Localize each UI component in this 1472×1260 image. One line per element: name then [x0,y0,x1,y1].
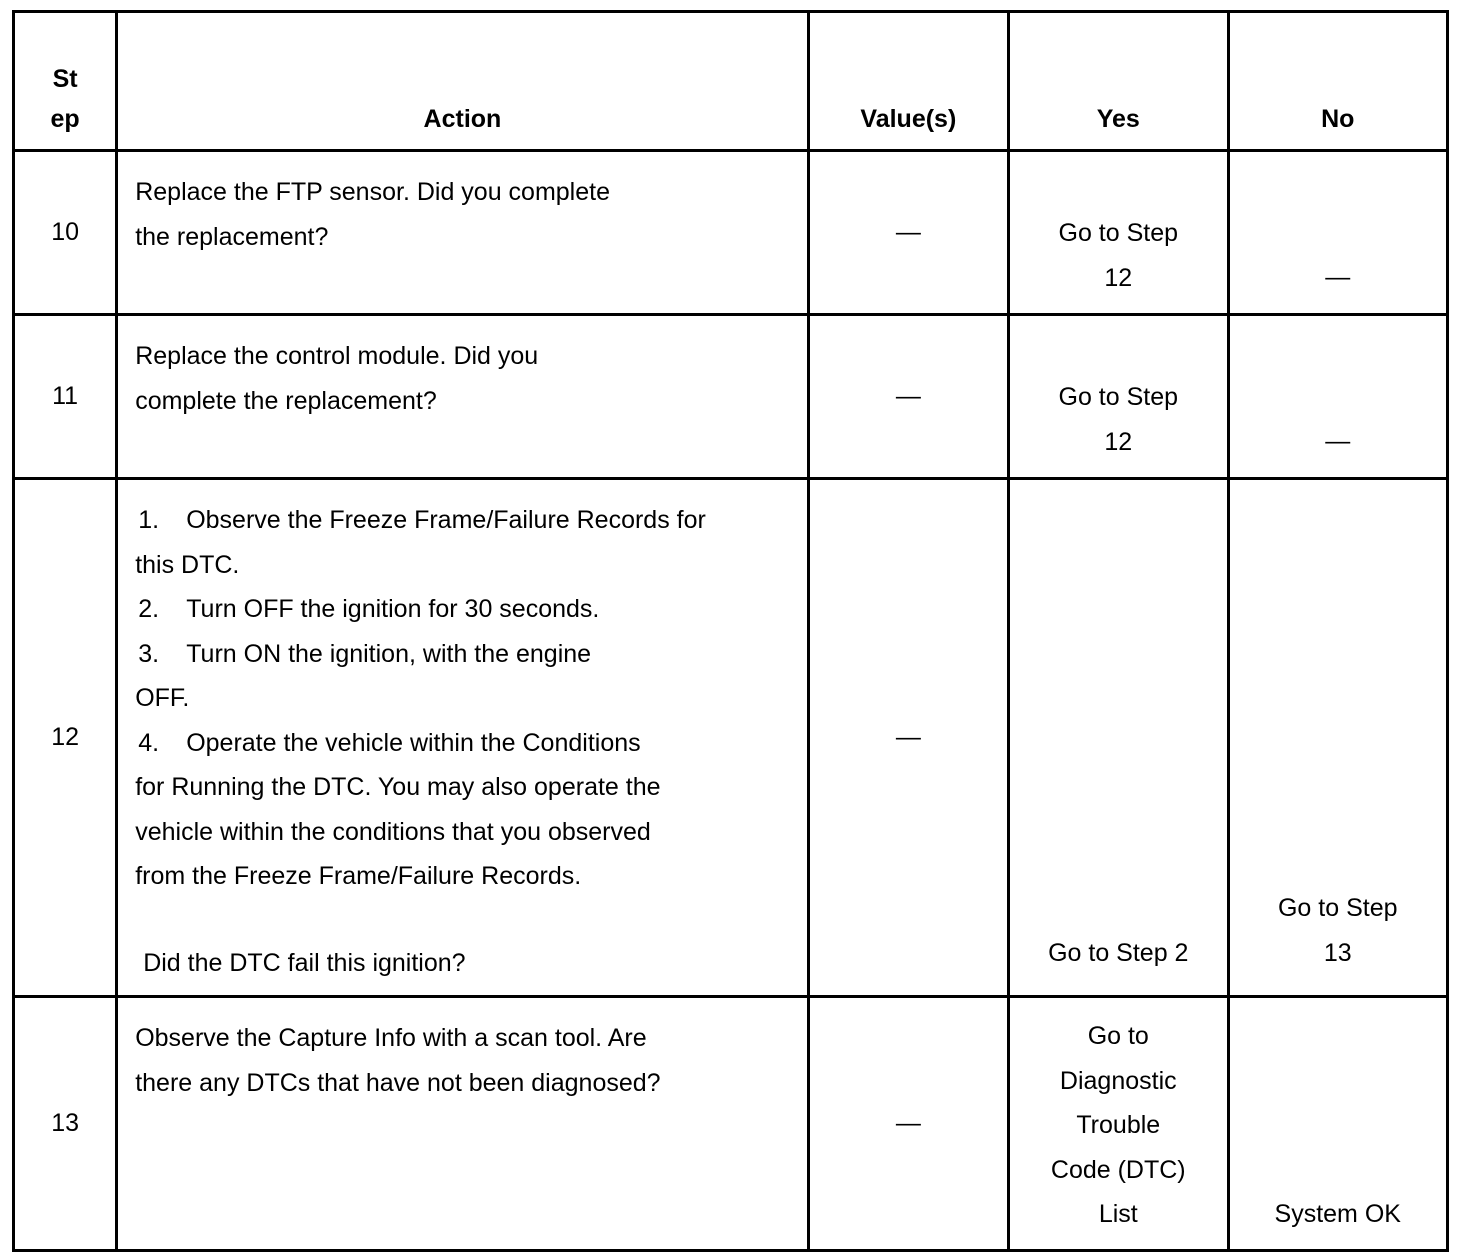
step-number: 13 [14,997,117,1251]
list-number: 1. [138,506,160,534]
list-text: Turn OFF the ignition for 30 seconds. [186,595,600,623]
action-line: Replace the FTP sensor. Did you complete [135,178,610,206]
list-text: Turn ON the ignition, with the engine [186,639,592,668]
yes-line: 12 [1104,427,1133,456]
action-cell [117,997,808,1251]
list-item [135,632,792,677]
list-text: Operate the vehicle within the Conditions [186,728,641,757]
table-row [14,151,1448,315]
value-cell: — [808,315,1008,479]
action-line: Observe the Capture Info with a scan tool. Are [135,1024,647,1052]
action-cell [117,479,808,997]
list-item [135,587,792,632]
yes-line: Code (DTC) [1050,1155,1186,1184]
list-item [135,721,792,766]
yes-line: Go to [1087,1022,1149,1050]
list-item [135,498,792,543]
yes-line: Go to Step 2 [1048,938,1189,967]
header-no: No [1228,12,1448,151]
step-number: 11 [14,315,117,479]
no-cell: System OK [1228,997,1448,1251]
table-row [14,479,1448,997]
list-continuation: this DTC. [135,550,240,579]
no-cell: — [1228,315,1448,479]
action-line: there any DTCs that have not been diagnosed? [135,1068,661,1097]
yes-line: Trouble [1076,1111,1161,1139]
question-text: Did the DTC fail this ignition? [143,948,466,977]
list-continuation: vehicle within the conditions that you observed [135,817,651,846]
list-number: 2. [138,595,160,623]
action-line: the replacement? [135,222,329,251]
list-continuation: for Running the DTC. You may also operate the [135,773,661,801]
action-cell [117,315,808,479]
yes-cell [1009,315,1228,479]
yes-line: Go to Step [1058,383,1179,411]
yes-line: Go to Step [1058,219,1179,247]
table-row [14,997,1448,1251]
header-step-line2: ep [50,105,80,133]
value-cell: — [808,151,1008,315]
value-cell: — [808,479,1008,997]
value-cell: — [808,997,1008,1251]
action-line: complete the replacement? [135,386,437,415]
no-line: 13 [1323,938,1352,967]
header-yes: Yes [1009,12,1228,151]
list-number: 3. [138,639,160,668]
action-cell [117,151,808,315]
no-cell [1228,479,1448,997]
yes-cell [1009,151,1228,315]
list-text: Observe the Freeze Frame/Failure Records for [186,506,706,534]
diagnostic-table [12,10,1449,1252]
no-cell: — [1228,151,1448,315]
yes-line: Diagnostic [1059,1066,1177,1095]
yes-cell [1009,479,1228,997]
header-row [14,12,1448,151]
step-number: 10 [14,151,117,315]
list-continuation: from the Freeze Frame/Failure Records. [135,862,582,890]
yes-line: 12 [1104,263,1133,292]
yes-cell [1009,997,1228,1251]
table-row [14,315,1448,479]
header-values: Value(s) [808,12,1008,151]
step-number: 12 [14,479,117,997]
header-step [14,12,117,151]
list-continuation: OFF. [135,684,190,712]
action-line: Replace the control module. Did you [135,342,539,370]
header-action: Action [117,12,808,151]
no-line: Go to Step [1277,894,1398,922]
header-step-line1: St [52,65,78,93]
list-number: 4. [138,728,160,757]
yes-line: List [1098,1200,1138,1228]
